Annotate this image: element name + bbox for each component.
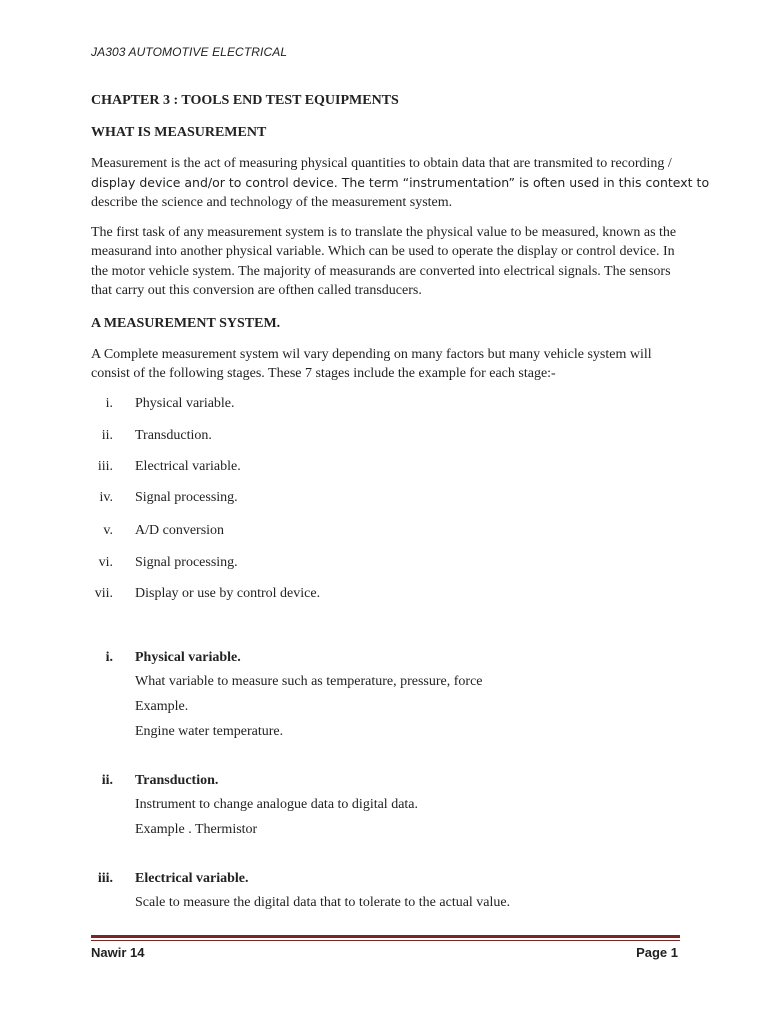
list-item-number: vi.	[98, 555, 113, 570]
section-heading-what-is-measurement: WHAT IS MEASUREMENT	[91, 125, 267, 140]
list-item-number: v.	[103, 523, 113, 538]
paragraph-line: A Complete measurement system wil vary depending on many factors but many vehicle system will	[91, 347, 652, 362]
detail-line: Scale to measure the digital data that to tolerate to the actual value.	[135, 895, 511, 910]
detail-number: iii.	[97, 871, 113, 886]
paragraph-complete-system	[91, 345, 691, 384]
list-item-number: iii.	[97, 459, 113, 474]
paragraph-line: Measurement is the act of measuring physical quantities to obtain data that are transmited to recording /	[91, 156, 672, 171]
list-item-text: Signal processing.	[135, 555, 238, 570]
detail-title: Physical variable.	[135, 650, 241, 665]
paragraph-measurement-definition	[91, 154, 710, 212]
detail-line: Instrument to change analogue data to digital data.	[135, 797, 419, 812]
footer-author: Nawir 14	[91, 945, 145, 960]
paragraph-line: that carry out this conversion are ofthen called transducers.	[91, 282, 422, 298]
paragraph-line: The first task of any measurement system is to translate the physical value to be measured, known as the	[91, 225, 677, 240]
list-item-number: iv.	[99, 490, 113, 505]
paragraph-line: the motor vehicle system. The majority of measurands are converted into electrical signals. The sensors	[91, 263, 671, 279]
detail-number: ii.	[101, 773, 113, 788]
detail-title: Transduction.	[135, 773, 219, 788]
list-item-number: ii.	[101, 428, 113, 443]
detail-number: i.	[105, 650, 113, 665]
paragraph-line: measurand into another physical variable. Which can be used to operate the display or control device. In	[91, 244, 675, 260]
page-number: Page 1	[636, 945, 678, 960]
list-item-number: vii.	[94, 586, 113, 601]
list-item-text: Transduction.	[135, 428, 212, 443]
list-item-text: Physical variable.	[135, 396, 235, 411]
list-item-text: A/D conversion	[135, 523, 225, 538]
footer-rule-thin	[91, 940, 680, 941]
list-item-text: Display or use by control device.	[135, 586, 321, 601]
list-item-text: Electrical variable.	[135, 459, 241, 474]
list-item-number: i.	[105, 396, 113, 411]
paragraph-first-task	[91, 223, 691, 300]
list-item-text: Signal processing.	[135, 490, 238, 505]
detail-line: Engine water temperature.	[135, 724, 284, 739]
footer-rule	[91, 935, 680, 938]
detail-line: Example . Thermistor	[135, 822, 258, 837]
page-header: JA303 AUTOMOTIVE ELECTRICAL	[91, 45, 288, 59]
detail-line: What variable to measure such as temperature, pressure, force	[135, 674, 483, 689]
paragraph-line: consist of the following stages. These 7 stages include the example for each stage:-	[91, 366, 556, 382]
section-heading-measurement-system: A MEASUREMENT SYSTEM.	[91, 316, 281, 331]
paragraph-line: describe the science and technology of the measurement system.	[91, 194, 453, 210]
detail-title: Electrical variable.	[135, 871, 249, 886]
paragraph-line: display device and/or to control device. The term “instrumentation” is often used in this context to	[91, 175, 710, 191]
detail-line: Example.	[135, 699, 189, 714]
chapter-title: CHAPTER 3 : TOOLS END TEST EQUIPMENTS	[91, 93, 399, 108]
